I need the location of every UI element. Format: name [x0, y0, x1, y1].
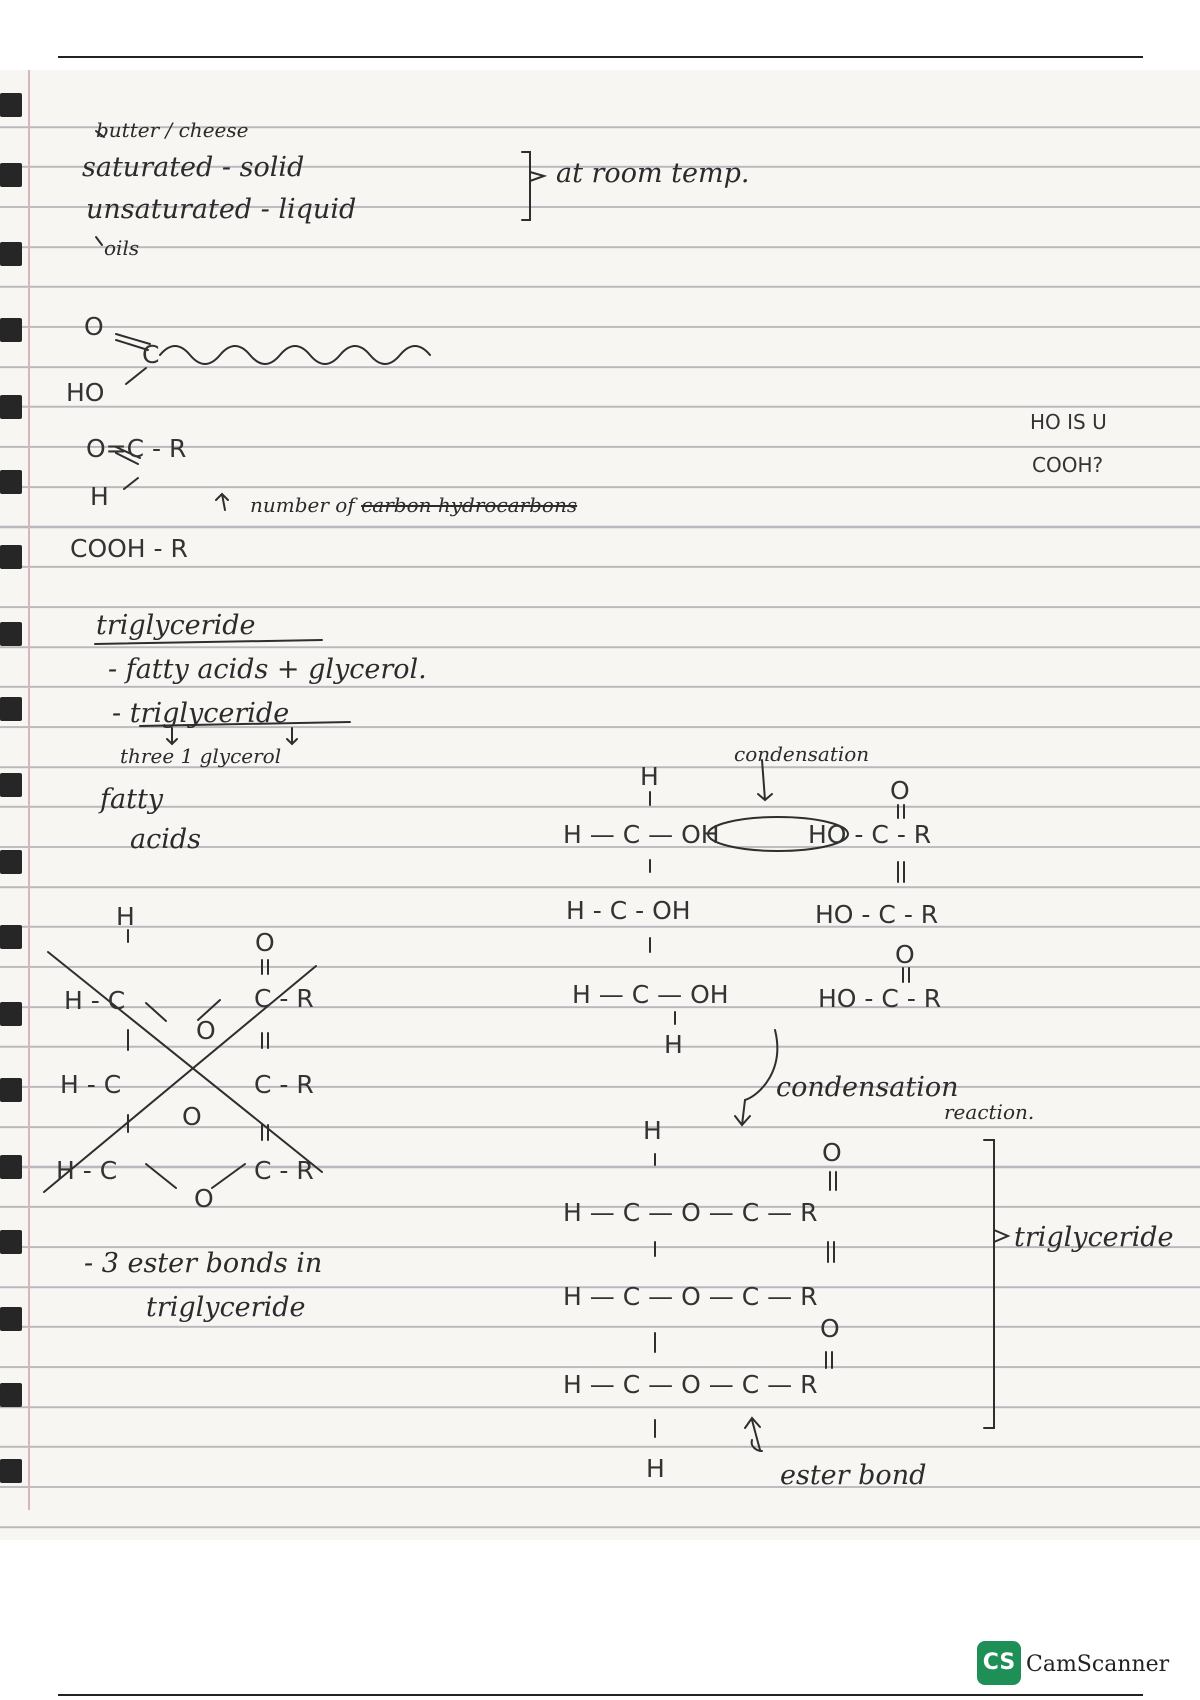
note-cooh-r: COOH - R: [70, 534, 188, 563]
note-unsaturated: unsaturated - liquid: [86, 194, 357, 225]
left-o-top: O: [255, 928, 275, 957]
left-o-2: O: [182, 1102, 202, 1131]
note-ester-bonds-2: triglyceride: [146, 1292, 306, 1323]
left-h-top: H: [116, 902, 135, 931]
upper-h-bottom: H: [664, 1030, 683, 1059]
number-of-text: number of: [250, 493, 355, 517]
note-oils: oils: [104, 236, 140, 260]
formula2-h: H: [90, 482, 109, 511]
note-number-of: [250, 495, 577, 515]
left-row1: H - C: [64, 986, 126, 1015]
lower-row3: H — C — O — C — R: [563, 1370, 818, 1399]
note-condensation-reaction-2: reaction.: [944, 1100, 1035, 1124]
label-triglyceride: triglyceride: [1014, 1222, 1174, 1253]
upper-row1-acid: HO - C - R: [808, 820, 932, 849]
left-c-r-1: C - R: [254, 984, 314, 1013]
left-c-r-3: C - R: [254, 1156, 314, 1185]
upper-row3-glycerol: H — C — OH: [572, 980, 729, 1009]
lower-h-top: H: [643, 1116, 662, 1145]
bottom-rule: [58, 1694, 1143, 1696]
lower-row1: H — C — O — C — R: [563, 1198, 818, 1227]
upper-h-top: H: [640, 762, 659, 791]
upper-row3-acid: HO - C - R: [818, 984, 942, 1013]
lower-row2: H — C — O — C — R: [563, 1282, 818, 1311]
note-butter-cheese: butter / cheese: [96, 118, 249, 142]
formula1-o: O: [84, 312, 104, 341]
note-acids: acids: [130, 824, 201, 855]
note-condensation-top: condensation: [734, 742, 870, 766]
note-saturated: saturated - solid: [82, 152, 305, 183]
formula1-ho: HO: [66, 378, 105, 407]
camscanner-logo: CS: [977, 1641, 1021, 1685]
note-three-glycerol: three 1 glycerol: [120, 744, 282, 768]
lower-h-bottom: H: [646, 1454, 665, 1483]
left-o-1: O: [196, 1016, 216, 1045]
left-o-3: O: [194, 1184, 214, 1213]
upper-o-3: O: [895, 940, 915, 969]
formula2: O=C - R: [86, 434, 187, 463]
side-question-1: HO IS U: [1030, 410, 1107, 434]
number-of-struck: carbon hydrocarbons: [361, 493, 578, 517]
heading-triglyceride: triglyceride: [96, 610, 256, 641]
upper-row1-glycerol: H — C — OH: [563, 820, 720, 849]
upper-o-top: O: [890, 776, 910, 805]
upper-row2-glycerol: H - C - OH: [566, 896, 691, 925]
side-question-2: COOH?: [1032, 453, 1104, 477]
note-triglyceride-word: - triglyceride: [112, 698, 290, 729]
note-at-room-temp: at room temp.: [556, 158, 750, 189]
left-c-r-2: C - R: [254, 1070, 314, 1099]
lower-o-3: O: [820, 1314, 840, 1343]
label-ester-bond: ester bond: [780, 1460, 927, 1491]
note-fatty: fatty: [100, 784, 164, 815]
note-ester-bonds-1: - 3 ester bonds in: [84, 1248, 323, 1279]
formula1-c: C: [142, 340, 160, 369]
left-row2: H - C: [60, 1070, 122, 1099]
upper-row2-acid: HO - C - R: [815, 900, 939, 929]
note-fatty-acids-glycerol: - fatty acids + glycerol.: [108, 654, 427, 685]
camscanner-name: CamScanner: [1026, 1652, 1170, 1677]
left-row3: H - C: [56, 1156, 118, 1185]
lower-o-top: O: [822, 1138, 842, 1167]
note-condensation-reaction-1: condensation: [776, 1072, 959, 1103]
